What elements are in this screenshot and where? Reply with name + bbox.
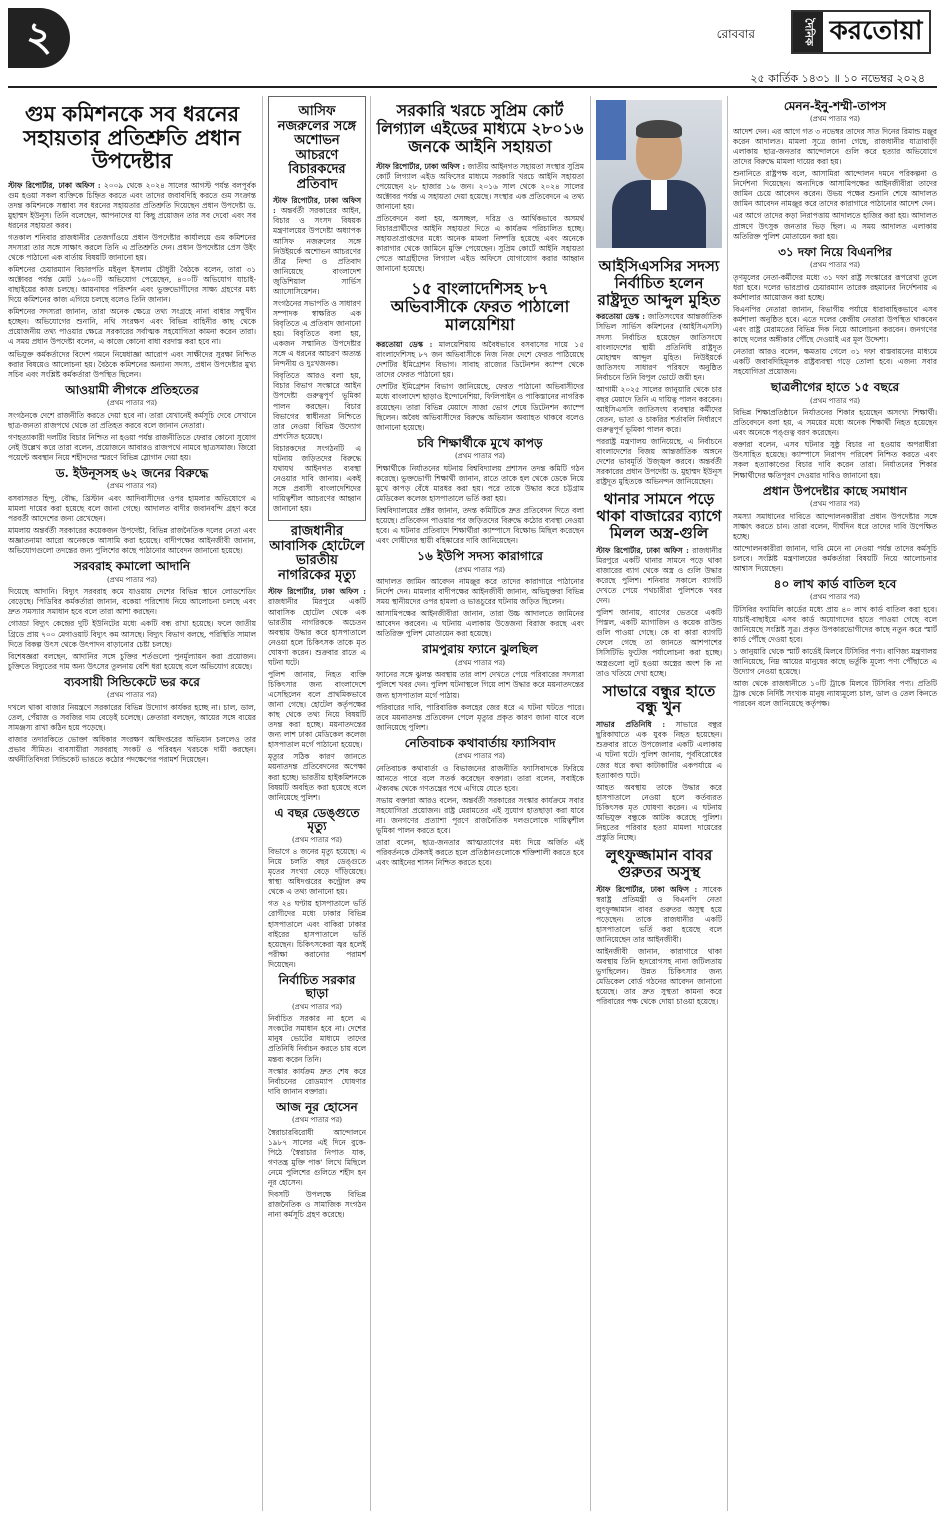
- article-paragraph: আসামিপক্ষের আইনজীবীরা জানান, তারা উচ্চ আদালতে জামিনের আবেদন করবেন। এ ঘটনায় এলাকায় উত্তেজনা বিরাজ করছে এবং অতিরিক্ত পুলিশ মোতায়েন করা হয়েছে।: [376, 609, 584, 639]
- continuation-note: (প্রথম পাতার পর): [454, 658, 506, 667]
- article-paragraph: নেতারা আরও বলেন, ক্ষমতায় গেলে ৩১ দফা বাস্তবায়নের মাধ্যমে একটি জবাবদিহিমূলক রাষ্ট্রব্যবস্থা গড়ে তোলা হবে। এজন্য সবার সহযোগিতা প্রয়োজন।: [733, 347, 937, 377]
- article-paragraph: পররাষ্ট্র মন্ত্রণালয় জানিয়েছে, এ নির্বাচনে বাংলাদেশের বিজয় আন্তর্জাতিক অঙ্গনে দেশের ভাবমূর্তি উজ্জ্বল করবে। অন্তর্বর্তী সরকারের প্রধান উপদেষ্টা ড. মুহাম্মদ ইউনূস রাষ্ট্রদূত মুহিতকে অভিনন্দন জানিয়েছেন।: [596, 437, 722, 487]
- portrait-shirt: [651, 180, 667, 210]
- article-paragraph: পুলিশ জানায়, ব্যাগের ভেতরে একটি পিস্তল, একটি ম্যাগাজিন ও কয়েক রাউন্ড গুলি পাওয়া গেছে। কে বা কারা ব্যাগটি ফেলে গেছে তা জানতে আশপাশের সিসিটিভি ফুটেজ পর্যালোচনা করা হচ্ছে। অস্ত্রগুলো লুট হওয়া অস্ত্রের অংশ কি না তাও খতিয়ে দেখা হচ্ছে।: [596, 608, 722, 678]
- continuation-note: (প্রথম পাতার পর): [809, 593, 861, 602]
- continuation-note: (প্রথম পাতার পর): [291, 1116, 343, 1125]
- article-paragraph: বসবাসরত হিন্দু, বৌদ্ধ, খ্রিস্টান এবং আদিবাসীদের ওপর হামলার অভিযোগে এ মামলা দায়ের করা হয়েছে বলে জানা গেছে। আদালত বাদীর জবানবন্দি গ্রহণ করে পরবর্তী আদেশের জন্য রেখেছেন।: [8, 493, 256, 524]
- article-headline: সরকারি খরচে সুপ্রিম কোর্ট লিগ্যাল এইডের মাধ্যমে ২৮০১৬ জনকে আইনি সহায়তা: [376, 101, 584, 156]
- article-paragraph: গণহত্যাকারী দলটির বিচার নিশ্চিত না হওয়া পর্যন্ত রাজনীতিতে ফেরার কোনো সুযোগ নেই উল্লেখ করে তারা বলেন, প্রয়োজনে আবারও রাজপথে নামবে ছাত্রসমাজ। জিরো পয়েন্টে অবস্থান নিয়ে শহীদদের স্মরণে বিভিন্ন স্লোগান দেয়া হয়।: [8, 432, 256, 462]
- page-number: ২: [8, 8, 70, 68]
- article-paragraph: আগামী ২০২৫ সালের জানুয়ারি থেকে চার বছর মেয়াদে তিনি এ দায়িত্ব পালন করবেন। আইসিএসসি জাতিসংঘ ব্যবস্থার কর্মীদের বেতন, ভাতা ও চাকরির শর্তাবলি নির্ধারণে গুরুত্বপূর্ণ ভূমিকা পালন করে।: [596, 384, 722, 435]
- article-paragraph: মামলায় অন্তর্বর্তী সরকারের কয়েকজন উপদেষ্টা, বিভিন্ন রাজনৈতিক দলের নেতা এবং অজ্ঞাতনামা আরো অনেককে আসামি করা হয়েছে। বাদীপক্ষের আইনজীবী জানান, অভিযোগগুলো তদন্তের জন্য পুলিশের কাছে পাঠানোর আবেদন জানানো হয়েছে।: [8, 526, 256, 556]
- article-headline: লুৎফুজ্জামান বাবর গুরুতর অসুস্থ: [605, 846, 713, 881]
- section-headline: রামপুরায় ফ্যানে ঝুলছিল: [422, 642, 538, 657]
- lead-headline: গুম কমিশনকে সব ধরনের সহায়তার প্রতিশ্রুতি প্রধান উপদেষ্টার: [23, 101, 241, 174]
- column-divider: [727, 96, 728, 1511]
- article-paragraph: টিসিবির ফ্যামিলি কার্ডের মধ্যে প্রায় ৪০ লাখ কার্ড বাতিল করা হবে। যাচাই-বাছাইয়ে এসব কার্ড অযোগ্যদের হাতে পাওয়া গেছে বলে জানিয়েছে সংশ্লিষ্ট সূত্র। প্রকৃত উপকারভোগীদের কাছে নতুন করে স্মার্ট কার্ড পৌঁছে দেওয়া হবে।: [733, 604, 937, 645]
- article-paragraph: পরিবারের দাবি, পারিবারিক কলহের জের ধরে এ ঘটনা ঘটতে পারে। তবে ময়নাতদন্ত প্রতিবেদন পেলে মৃত্যুর প্রকৃত কারণ জানা যাবে বলে জানিয়েছে পুলিশ।: [376, 702, 584, 732]
- article-paragraph: আইনজীবী জানান, কারাগারে থাকা অবস্থায় তিনি হৃদরোগসহ নানা জটিলতায় ভুগছিলেন। উন্নত চিকিৎসার জন্য মেডিকেল বোর্ড গঠনের আবেদন জানানো হয়েছে। তার দ্রুত সুস্থতা কামনা করে পরিবারের পক্ষ থেকে দোয়া চাওয়া হয়েছে।: [596, 946, 722, 1007]
- article-headline: ১৫ বাংলাদেশিসহ ৮৭ অভিবাসীকে ফেরত পাঠালো মালয়েশিয়া: [390, 279, 570, 335]
- article-paragraph: সভায় বক্তারা আরও বলেন, অন্তর্বর্তী সরকারের সংস্কার কার্যক্রমে সবার সহযোগিতা প্রয়োজন। রাষ্ট্র মেরামতের এই সুযোগ হাতছাড়া করা যাবে না। জনগণের প্রত্যাশা পূরণে রাজনৈতিক দলগুলোকে দায়িত্বশীল ভূমিকা পালন করতে হবে।: [376, 795, 584, 836]
- byline: স্টাফ রিপোর্টার, ঢাকা অফিস :: [596, 545, 689, 555]
- masthead: [0, 0, 945, 90]
- section-headline: সরবরাহ কমালো আদানি: [73, 559, 191, 574]
- article-paragraph: বিভাগে ৪ জনের মৃত্যু হয়েছে। এ নিয়ে চলতি বছর ডেঙ্গুতে মৃতের সংখ্যা বেড়ে দাঁড়িয়েছে। স্বাস্থ্য অধিদপ্তরের কন্ট্রোল রুম থেকে এ তথ্য জানানো হয়।: [268, 847, 366, 897]
- article-paragraph: রাজধানীর মিরপুরে একটি আবাসিক হোটেল থেকে এক ভারতীয় নাগরিককে অচেতন অবস্থায় উদ্ধার করে হাসপাতালে নেওয়া হলে চিকিৎসক তাকে মৃত ঘোষণা করেন। শুক্রবার রাতে এ ঘটনা ঘটে।: [268, 597, 366, 667]
- article-paragraph: বিশেষজ্ঞরা বলছেন, আদানির সঙ্গে চুক্তির শর্তগুলো পুনর্মূল্যায়ন করা প্রয়োজন। চুক্তিতে বিদ্যুতের দাম অন্য উৎসের তুলনায় বেশি ধরা হয়েছে বলে অভিযোগ রয়েছে।: [8, 651, 256, 671]
- logo-small-text: দৈনিক: [793, 12, 823, 52]
- article-paragraph: সমস্যা সমাধানের দাবিতে আন্দোলনকারীরা প্রধান উপদেষ্টার সঙ্গে সাক্ষাৎ করতে চান। তারা বলেন, দীর্ঘদিন ধরে তাদের দাবি উপেক্ষিত হচ্ছে।: [733, 511, 937, 541]
- logo-name: করতোয়া: [829, 16, 923, 46]
- section-headline: ৩১ দফা নিয়ে বিএনপির: [778, 244, 892, 259]
- article-paragraph: গতকাল শনিবার রাজধানীর তেজগাঁওয়ে প্রধান উপদেষ্টার কার্যালয়ে গুম কমিশনের সদস্যরা তার সঙ্গে সাক্ষাৎ করলে তিনি এ প্রতিশ্রুতি দেন। প্রধান উপদেষ্টার প্রেস উইং থেকে পাঠানো এক বার্তায় বিষয়টি জানানো হয়।: [8, 232, 256, 262]
- article-paragraph: নেতিবাচক কথাবার্তা ও বিভাজনের রাজনীতি ফ্যাসিবাদকে ফিরিয়ে আনতে পারে বলে সতর্ক করেছেন বক্তারা। তারা বলেন, সবাইকে ঐক্যবদ্ধ থেকে গণতন্ত্রের পথে এগিয়ে যেতে হবে।: [376, 763, 584, 793]
- byline: স্টাফ রিপোর্টার, ঢাকা অফিস :: [273, 196, 361, 216]
- column-left: [8, 96, 256, 1511]
- continuation-note: (প্রথম পাতার পর): [809, 500, 861, 509]
- byline: স্টাফ রিপোর্টার, ঢাকা অফিস :: [596, 884, 698, 894]
- article-paragraph: জাতিসংঘের আন্তর্জাতিক সিভিল সার্ভিস কমিশনের (আইসিএসসি) সদস্য নির্বাচিত হয়েছেন জাতিসংঘে বাংলাদেশের স্থায়ী প্রতিনিধি রাষ্ট্রদূত মোহাম্মদ আব্দুল মুহিত। নিউইয়র্কে জাতিসংঘ সাধারণ পরিষদে অনুষ্ঠিত নির্বাচনে তিনি বিপুল ভোটে জয়ী হন।: [596, 312, 722, 382]
- article-paragraph: দিয়েছে আদানি। বিদ্যুৎ সরবরাহ কমে যাওয়ায় দেশের বিভিন্ন স্থানে লোডশেডিং বেড়েছে। পিডিবির কর্মকর্তারা জানান, বকেয়া পরিশোধ নিয়ে আলোচনা চলছে এবং দ্রুত সমস্যার সমাধান হবে বলে তারা আশা করছেন।: [8, 587, 256, 617]
- article-headline: রাজধানীর আবাসিক হোটেলে ভারতীয় নাগরিকের মৃত্যু: [269, 524, 365, 583]
- masthead-rule: [8, 86, 937, 88]
- article-paragraph: প্রতিবেদনে বলা হয়, অসচ্ছল, দরিদ্র ও আর্থিকভাবে অসমর্থ বিচারপ্রার্থীদের আইনি সহায়তা দিতে এ কার্যক্রম পরিচালিত হচ্ছে। সহায়তাপ্রাপ্তদের মধ্যে অনেক মামলা নিষ্পত্তি হয়েছে এবং অনেকে কারাগার থেকে জামিনে মুক্তি পেয়েছেন। সুপ্রিম কোর্টে আইনি সহায়তা পেতে আগ্রহীদের লিগ্যাল এইড অফিসে যোগাযোগ করার আহ্বান জানানো হয়েছে।: [376, 214, 584, 274]
- flag-shape: [596, 100, 626, 160]
- article-paragraph: বিভিন্ন শিক্ষাপ্রতিষ্ঠানে নির্যাতনের শিকার হয়েছেন অসংখ্য শিক্ষার্থী। প্রতিবেদনে বলা হয়, এ সময়ের মধ্যে অনেক শিক্ষার্থী নিহত হয়েছেন এবং অনেকে পঙ্গুত্ব বরণ করেছেন।: [733, 408, 937, 438]
- continuation-note: (প্রথম পাতার পর): [106, 691, 158, 700]
- article-paragraph: পুলিশ জানায়, নিহত ব্যক্তি চিকিৎসার জন্য বাংলাদেশে এসেছিলেন বলে প্রাথমিকভাবে জানা গেছে। হোটেল কর্তৃপক্ষের কাছ থেকে তথ্য নিয়ে বিষয়টি তদন্ত করা হচ্ছে। ময়নাতদন্তের জন্য লাশ ঢাকা মেডিকেল কলেজ হাসপাতাল মর্গে পাঠানো হয়েছে।: [268, 669, 366, 750]
- article-paragraph: তারা বলেন, ছাত্র-জনতার আত্মত্যাগের মধ্য দিয়ে অর্জিত এই পরিবর্তনকে টেকসই করতে হলে প্রতিষ্ঠানগুলোকে শক্তিশালী করতে হবে এবং আইনের শাসন নিশ্চিত করতে হবে।: [376, 838, 584, 868]
- article-paragraph: অভিযুক্ত কর্মকর্তাদের বিদেশ গমনে নিষেধাজ্ঞা আরোপ এবং সাক্ষীদের সুরক্ষা নিশ্চিত করার বিষয়েও আলোচনা হয়। বৈঠকে কমিশনের অন্যান্য সদস্য, প্রধান উপদেষ্টার মুখ্য সচিব এবং সংশ্লিষ্ট কর্মকর্তারা উপস্থিত ছিলেন।: [8, 349, 256, 379]
- article-paragraph: মালয়েশিয়ায় অবৈধভাবে বসবাসের দায়ে ১৫ বাংলাদেশিসহ ৮৭ জন অভিবাসীকে নিজ নিজ দেশে ফেরত পাঠিয়েছে দেশটির ইমিগ্রেশন বিভাগ। সাবাহ রাজ্যের ডিটেনশন ক্যাম্প থেকে তাদের ফেরত পাঠানো হয়।: [376, 340, 584, 380]
- article-paragraph: বিএনপির নেতারা জানান, বিভাগীয় পর্যায়ে ধারাবাহিকভাবে এসব কর্মশালা অনুষ্ঠিত হবে। এতে দলের কেন্দ্রীয় নেতারা উপস্থিত থাকবেন এবং রাষ্ট্র মেরামতের বিভিন্ন দিক নিয়ে আলোচনা করবেন। জনগণের কাছে দলের অঙ্গীকার পৌঁছে দেওয়াই এর মূল উদ্দেশ্য।: [733, 304, 937, 344]
- article-paragraph: ১ জানুয়ারি থেকে স্মার্ট কার্ডেই মিলবে টিসিবির পণ্য। বাণিজ্য মন্ত্রণালয় জানিয়েছে, নিম্ন আয়ের মানুষের কাছে ভর্তুকি মূল্যে পণ্য পৌঁছাতে এ উদ্যোগ নেওয়া হয়েছে।: [733, 647, 937, 677]
- continuation-note: (প্রথম পাতার পর): [291, 1002, 343, 1011]
- article-paragraph: রাজধানীর মিরপুরে একটি থানার সামনে পড়ে থাকা বাজারের ব্যাগ থেকে অস্ত্র ও গুলি উদ্ধার করেছে পুলিশ। শনিবার সকালে ব্যাগটি দেখতে পেয়ে পথচারীরা পুলিশকে খবর দেন।: [596, 545, 722, 606]
- section-headline: নির্বাচিত সরকার ছাড়া: [278, 972, 356, 1001]
- continuation-note: (প্রথম পাতার পর): [106, 482, 158, 491]
- section-headline: ৪০ লাখ কার্ড বাতিল হবে: [773, 576, 897, 591]
- section-headline: ছাত্রলীগের হাতে ১৫ বছরে: [770, 380, 900, 395]
- article-paragraph: সংগঠনের সভাপতি ও সাধারণ সম্পাদক স্বাক্ষরিত এক বিবৃতিতে এ প্রতিবাদ জানানো হয়। বিবৃতিতে বলা হয়, একজন সম্মানিত উপদেষ্টার সঙ্গে এ ধরনের আচরণ অত্যন্ত নিন্দনীয় ও দুঃখজনক।: [273, 298, 361, 369]
- column-divider: [590, 96, 591, 1511]
- continuation-note: (প্রথম পাতার পর): [454, 452, 506, 461]
- column-divider: [370, 96, 371, 1511]
- article-paragraph: গোড্ডা বিদ্যুৎ কেন্দ্রের দুটি ইউনিটের মধ্যে একটি বন্ধ রাখা হয়েছে। ফলে জাতীয় গ্রিডে প্রায় ৭০০ মেগাওয়াট বিদ্যুৎ কম আসছে। বিদ্যুৎ বিভাগ বলছে, পরিস্থিতি সামাল দিতে বিকল্প উৎস থেকে উৎপাদন বাড়ানোর চেষ্টা চলছে।: [8, 619, 256, 649]
- section-headline: ড. ইউনূসসহ ৬২ জনের বিরুদ্ধে: [55, 466, 209, 480]
- day-name: রোববার: [716, 27, 755, 41]
- column-center: [376, 96, 584, 1511]
- column-right: [733, 96, 937, 1511]
- continuation-note: (প্রথম পাতার পর): [809, 396, 861, 405]
- article-paragraph: সাভারে বন্ধুর ছুরিকাঘাতে এক যুবক নিহত হয়েছেন। শুক্রবার রাতে উপজেলার একটি এলাকায় এ ঘটনা ঘটে। পুলিশ জানায়, পূর্ববিরোধের জের ধরে কথা কাটাকাটির একপর্যায়ে এ হত্যাকাণ্ড ঘটে।: [596, 720, 722, 780]
- continuation-note: (প্রথম পাতার পর): [809, 115, 861, 124]
- article-paragraph: ফ্যানের সঙ্গে ঝুলন্ত অবস্থায় তার লাশ দেখতে পেয়ে পরিবারের সদস্যরা পুলিশে খবর দেন। পুলিশ ঘটনাস্থলে গিয়ে লাশ উদ্ধার করে ময়নাতদন্তের জন্য হাসপাতাল মর্গে পাঠায়।: [376, 670, 584, 700]
- article-paragraph: অন্তর্বর্তী সরকারের আইন, বিচার ও সংসদ বিষয়ক মন্ত্রণালয়ের উপদেষ্টা অধ্যাপক আসিফ নজরুলের সঙ্গে নিউইয়র্কে অশোভন আচরণের তীব্র নিন্দা ও প্রতিবাদ জানিয়েছে বাংলাদেশ জুডিশিয়াল সার্ভিস অ্যাসোসিয়েশন।: [273, 206, 361, 296]
- column-divider: [262, 96, 263, 1511]
- continuation-note: (প্রথম পাতার পর): [809, 261, 861, 270]
- article-paragraph: আদালত জামিন আবেদন নামঞ্জুর করে তাদের কারাগারে পাঠানোর নির্দেশ দেন। মামলার বাদীপক্ষের আইনজীবী জানান, অভিযুক্তরা বিভিন্ন সময় স্থানীয়দের ওপর হামলা ও ভাঙচুরের ঘটনায় জড়িত ছিলেন।: [376, 577, 584, 607]
- section-headline: ব্যবসায়ী সিন্ডিকেটে ভর করে: [64, 674, 200, 689]
- byline: স্টাফ রিপোর্টার, ঢাকা অফিস :: [376, 161, 466, 171]
- section-headline: চবি শিক্ষার্থীকে মুখে কাপড়: [417, 435, 543, 450]
- article-paragraph: কমিশনের চেয়ারম্যান বিচারপতি মইনুল ইসলাম চৌধুরী বৈঠকে বলেন, তারা ৩১ অক্টোবর পর্যন্ত মোট ১৬০০টি অভিযোগ পেয়েছেন, ৪০০টি অভিযোগ যাচাই-বাছাইয়ের কাজ চলছে। আয়নাঘর পরিদর্শন এবং ভুক্তভোগীদের সাক্ষ্য গ্রহণের মধ্য দিয়ে কমিশনের কাজ এগিয়ে চলছে বলেও তিনি জানান।: [8, 265, 256, 305]
- article-headline: আসিফ নজরুলের সঙ্গে অশোভন আচরণে বিচারকদের প্রতিবাদ: [277, 104, 357, 192]
- article-paragraph: আদেশ দেন। এর আগে গত ৩ নভেম্বর তাদের সাত দিনের রিমান্ড মঞ্জুর করেন আদালত। মামলা সূত্রে জানা গেছে, রাজধানীর যাত্রাবাড়ী এলাকায় ছাত্র-জনতার আন্দোলনে গুলি করে হত্যার অভিযোগে তাদের বিরুদ্ধে মামলা দায়ের করা হয়।: [733, 126, 937, 167]
- article-paragraph: দখলে থাকা বাজার নিয়ন্ত্রণে সরকারের বিভিন্ন উদ্যোগ কার্যকর হচ্ছে না। চাল, ডাল, তেল, পেঁয়াজ ও সবজির দাম বেড়েই চলেছে। ক্রেতারা বলছেন, আয়ের সঙ্গে ব্যয়ের সামঞ্জস্য রাখা কঠিন হয়ে পড়েছে।: [8, 702, 256, 732]
- article-paragraph: জাতীয় আইনগত সহায়তা সংস্থার সুপ্রিম কোর্ট লিগ্যাল এইড অফিসের মাধ্যমে সরকারি খরচে আইনি সহায়তা পেয়েছেন ২৮ হাজার ১৬ জন। ২০১৬ সাল থেকে ২০২৪ সালের অক্টোবর পর্যন্ত এ সহায়তা দেয়া হয়েছে। সংস্থার এক প্রতিবেদনে এ তথ্য জানানো হয়।: [376, 161, 584, 211]
- article-paragraph: আন্দোলনকারীরা জানান, দাবি মেনে না নেওয়া পর্যন্ত তাদের কর্মসূচি চলবে। সংশ্লিষ্ট মন্ত্রণালয়ের কর্মকর্তারা বিষয়টি নিয়ে আলোচনার আশ্বাস দিয়েছেন।: [733, 543, 937, 573]
- article-paragraph: তৃণমূলের নেতা-কর্মীদের মধ্যে ৩১ দফা রাষ্ট্র সংস্কারের রূপরেখা তুলে ধরা হবে। দলের ভারপ্রাপ্ত চেয়ারম্যান তারেক রহমানের নির্দেশনায় এ কর্মশালার আয়োজন করা হচ্ছে।: [733, 272, 937, 302]
- boxed-article: [268, 96, 366, 521]
- byline: স্টাফ রিপোর্টার, ঢাকা অফিস :: [8, 180, 101, 190]
- column-second: [268, 96, 366, 1511]
- article-paragraph: বিচারকদের সংগঠনটি এ ঘটনায় জড়িতদের বিরুদ্ধে যথাযথ আইনগত ব্যবস্থা নেওয়ার দাবি জানায়। একই সঙ্গে প্রবাসী বাংলাদেশিদের দায়িত্বশীল আচরণের আহ্বান জানানো হয়।: [273, 443, 361, 514]
- article-paragraph: শুনানিতে রাষ্ট্রপক্ষ বলে, আসামিরা আন্দোলন দমনে পরিকল্পনা ও নির্দেশনা দিয়েছেন। অন্যদিকে আসামিপক্ষের আইনজীবীরা তাদের জামিন চেয়ে আবেদন করেন। উভয় পক্ষের শুনানি শেষে আদালত জামিন আবেদন নামঞ্জুর করে তাদের কারাগারে পাঠানোর আদেশ দেন।: [733, 169, 937, 209]
- article-paragraph: এর আগে তাদের কড়া নিরাপত্তায় আদালতে হাজির করা হয়। আদালত প্রাঙ্গণে উৎসুক জনতার ভিড় ছিল। এ সময় আদালত এলাকায় অতিরিক্ত পুলিশ মোতায়েন করা হয়।: [733, 211, 937, 241]
- section-headline: এ বছর ডেঙ্গুতে মৃত্যু: [274, 805, 360, 834]
- article-paragraph: মৃত্যুর সঠিক কারণ জানতে ময়নাতদন্ত প্রতিবেদনের অপেক্ষা করা হচ্ছে। ভারতীয় হাইকমিশনকে বিষয়টি অবহিত করা হয়েছে বলে জানিয়েছে পুলিশ।: [268, 752, 366, 802]
- article-paragraph: ২০০৯ থেকে ২০২৪ সালের আগস্ট পর্যন্ত বলপূর্বক গুম হওয়া সকল ব্যক্তিকে চিহ্নিত করতে এবং তাদের জবাবদিহি করতে গুম সংক্রান্ত তদন্ত কমিশনকে সম্ভাব্য সব ধরনের সহায়তার প্রতিশ্রুতি দিয়েছেন প্রধান উপদেষ্টা ড. মুহাম্মদ ইউনূস। তিনি বলেছেন, আপনাদের যা কিছু প্রয়োজন তার সব দেবো এবং সব ধরনের সহায়তা করব।: [8, 180, 256, 230]
- ambassador-photo: [596, 100, 722, 248]
- byline: সাভার প্রতিনিধি :: [596, 720, 666, 730]
- portrait-hair: [636, 120, 682, 138]
- section-headline: প্রধান উপদেষ্টার কাছে সমাধান: [762, 483, 908, 498]
- article-paragraph: শিক্ষার্থীকে নির্যাতনের ঘটনায় বিশ্ববিদ্যালয় প্রশাসন তদন্ত কমিটি গঠন করেছে। ভুক্তভোগী শিক্ষার্থী জানান, রাতে তাকে হল থেকে ডেকে নিয়ে মুখে কাপড় বেঁধে মারধর করা হয়। পরে তাকে উদ্ধার করে চট্টগ্রাম মেডিকেল কলেজ হাসপাতালে ভর্তি করা হয়।: [376, 463, 584, 503]
- section-headline: আওয়ামী লীগকে প্রতিহতের: [65, 382, 199, 397]
- dateline: ২৫ কার্তিক ১৪৩১ ॥ ১০ নভেম্বর ২০২৪: [750, 72, 925, 85]
- column-fourth: [596, 254, 722, 1511]
- byline: করতোয়া ডেস্ক :: [376, 340, 433, 350]
- article-paragraph: বিশ্ববিদ্যালয়ের প্রক্টর জানান, তদন্ত কমিটিকে দ্রুত প্রতিবেদন দিতে বলা হয়েছে। প্রতিবেদন পাওয়ার পর জড়িতদের বিরুদ্ধে কঠোর ব্যবস্থা নেওয়া হবে। এ ঘটনার প্রতিবাদে শিক্ষার্থীরা ক্যাম্পাসে বিক্ষোভ মিছিল করেছেন এবং দোষীদের স্থায়ী বহিষ্কারের দাবি জানিয়েছেন।: [376, 505, 584, 546]
- article-paragraph: আজ থেকে রাজধানীতে ১০টি ট্রাকে মিলবে টিসিবির পণ্য। প্রতিটি ট্রাক থেকে নির্দিষ্ট সংখ্যক মানুষ ন্যায্যমূল্যে চাল, ডাল ও তেল কিনতে পারবেন বলে জানিয়েছে কর্তৃপক্ষ।: [733, 679, 937, 709]
- byline: করতোয়া ডেস্ক :: [596, 312, 645, 322]
- article-headline: থানার সামনে পড়ে থাকা বাজারের ব্যাগে মিলল অস্ত্র-গুলি: [596, 490, 722, 543]
- continuation-note: (প্রথম পাতার পর): [106, 399, 158, 408]
- article-paragraph: সংগঠনকে দেশে রাজনীতি করতে দেয়া হবে না। তারা যেখানেই কর্মসূচি দেবে সেখানে ছাত্র-জনতা রাজপথে থেকে তা প্রতিহত করবে বলে জানান নেতারা।: [8, 410, 256, 430]
- article-paragraph: বাজার তদারকিতে ভোক্তা অধিকার সংরক্ষণ অধিদপ্তরের অভিযান চললেও তার প্রভাব সীমিত। ব্যবসায়ীরা সরবরাহ সংকট ও পরিবহন খরচকে দায়ী করছেন। অর্থনীতিবিদরা সিন্ডিকেট ভাঙতে কঠোর পদক্ষেপের পরামর্শ দিয়েছেন।: [8, 734, 256, 765]
- article-paragraph: স্বৈরাচারবিরোধী আন্দোলনে ১৯৮৭ সালের এই দিনে বুকে-পিঠে 'স্বৈরাচার নিপাত যাক, গণতন্ত্র মুক্তি পাক' লিখে মিছিলে নেমে পুলিশের গুলিতে শহীদ হন নূর হোসেন।: [268, 1127, 366, 1188]
- article-headline: সাভারে বন্ধুর হাতে বন্ধু খুন: [602, 681, 716, 717]
- byline: স্টাফ রিপোর্টার, ঢাকা অফিস :: [268, 587, 366, 597]
- section-headline: আজ নূর হোসেন: [276, 1099, 358, 1114]
- article-paragraph: আহত অবস্থায় তাকে উদ্ধার করে হাসপাতালে নেওয়া হলে কর্তব্যরত চিকিৎসক মৃত ঘোষণা করেন। এ ঘটনায় অভিযুক্ত বন্ধুকে আটক করেছে পুলিশ। নিহতের পরিবার হত্যা মামলা দায়েরের প্রস্তুতি নিচ্ছে।: [596, 782, 722, 842]
- section-headline: নেতিবাচক কথাবার্তায় ফ্যাসিবাদ: [404, 735, 556, 750]
- article-headline: আইসিএসসির সদস্য নির্বাচিত হলেন রাষ্ট্রদূত আব্দুল মুহিত: [597, 257, 721, 309]
- continuation-note: (প্রথম পাতার পর): [291, 835, 343, 844]
- article-paragraph: গত ২৪ ঘণ্টায় হাসপাতালে ভর্তি রোগীদের মধ্যে ঢাকার বিভিন্ন হাসপাতালে এবং বাকিরা ঢাকার বাইরের হাসপাতালে ভর্তি হয়েছেন। চিকিৎসকেরা জ্বর হলেই পরীক্ষা করানোর পরামর্শ দিয়েছেন।: [268, 899, 366, 969]
- newspaper-logo: [791, 10, 931, 54]
- article-paragraph: সংস্কার কার্যক্রম দ্রুত শেষ করে নির্বাচনের রোডম্যাপ ঘোষণার দাবি জানান বক্তারা।: [268, 1066, 366, 1096]
- continuation-note: (প্রথম পাতার পর): [454, 752, 506, 761]
- article-paragraph: দিবসটি উপলক্ষে বিভিন্ন রাজনৈতিক ও সামাজিক সংগঠন নানা কর্মসূচি গ্রহণ করেছে।: [268, 1190, 366, 1220]
- continuation-note: (প্রথম পাতার পর): [454, 565, 506, 574]
- article-paragraph: নির্বাচিত সরকার না হলে এ সংকটের সমাধান হবে না। দেশের মানুষ ভোটের মাধ্যমে তাদের প্রতিনিধি নির্বাচন করতে চায় বলে মন্তব্য করেন তিনি।: [268, 1014, 366, 1064]
- section-headline: ১৬ ইউপি সদস্য কারাগারে: [417, 549, 543, 564]
- article-paragraph: সাবেক স্বরাষ্ট্র প্রতিমন্ত্রী ও বিএনপি নেতা লুৎফুজ্জামান বাবর গুরুতর অসুস্থ হয়ে পড়েছেন। তাকে রাজধানীর একটি হাসপাতালে ভর্তি করা হয়েছে বলে জানিয়েছেন তার আইনজীবী।: [596, 884, 722, 944]
- article-paragraph: কমিশনের সদস্যরা জানান, তারা অনেক ক্ষেত্রে তথ্য সংগ্রহে নানা বাধার সম্মুখীন হচ্ছেন। অভিযোগের শুনানি, নথি সংরক্ষণ এবং বিভিন্ন বাহিনীর কাছ থেকে প্রয়োজনীয় তথ্য পাওয়ার ক্ষেত্রে সরকারের সর্বাত্মক সহযোগিতা কামনা করেন তারা। এ সময় প্রধান উপদেষ্টা বলেন, এ কাজে কোনো বাধা বরদাস্ত করা হবে না।: [8, 307, 256, 347]
- section-headline: মেনন-ইনু-শম্মী-তাপস: [783, 99, 887, 113]
- continuation-note: (প্রথম পাতার পর): [106, 575, 158, 584]
- article-paragraph: বক্তারা বলেন, এসব ঘটনার সুষ্ঠু বিচার না হওয়ায় অপরাধীরা উৎসাহিত হয়েছে। ক্যাম্পাসে নিরাপদ পরিবেশ নিশ্চিত করতে এবং সকল হত্যাকাণ্ডের বিচার দাবি করেন তারা। নির্যাতনের শিকার শিক্ষার্থীদের ক্ষতিপূরণ দেওয়ার দাবিও জানানো হয়।: [733, 440, 937, 480]
- article-paragraph: বিবৃতিতে আরও বলা হয়, বিচার বিভাগ সংস্কারে আইন উপদেষ্টা গুরুত্বপূর্ণ ভূমিকা পালন করছেন। বিচার বিভাগের স্বাধীনতা নিশ্চিতে তার নেওয়া বিভিন্ন উদ্যোগ প্রশংসিত হয়েছে।: [273, 371, 361, 441]
- article-paragraph: দেশটির ইমিগ্রেশন বিভাগ জানিয়েছে, ফেরত পাঠানো অভিবাসীদের মধ্যে বাংলাদেশ ছাড়াও ইন্দোনেশিয়া, ফিলিপাইন ও পাকিস্তানের নাগরিক রয়েছেন। তারা বিভিন্ন মেয়াদে সাজা ভোগ শেষে ডিটেনশন ক্যাম্পে ছিলেন। অবৈধ অভিবাসীদের বিরুদ্ধে অভিযান অব্যাহত থাকবে বলেও জানানো হয়েছে।: [376, 382, 584, 432]
